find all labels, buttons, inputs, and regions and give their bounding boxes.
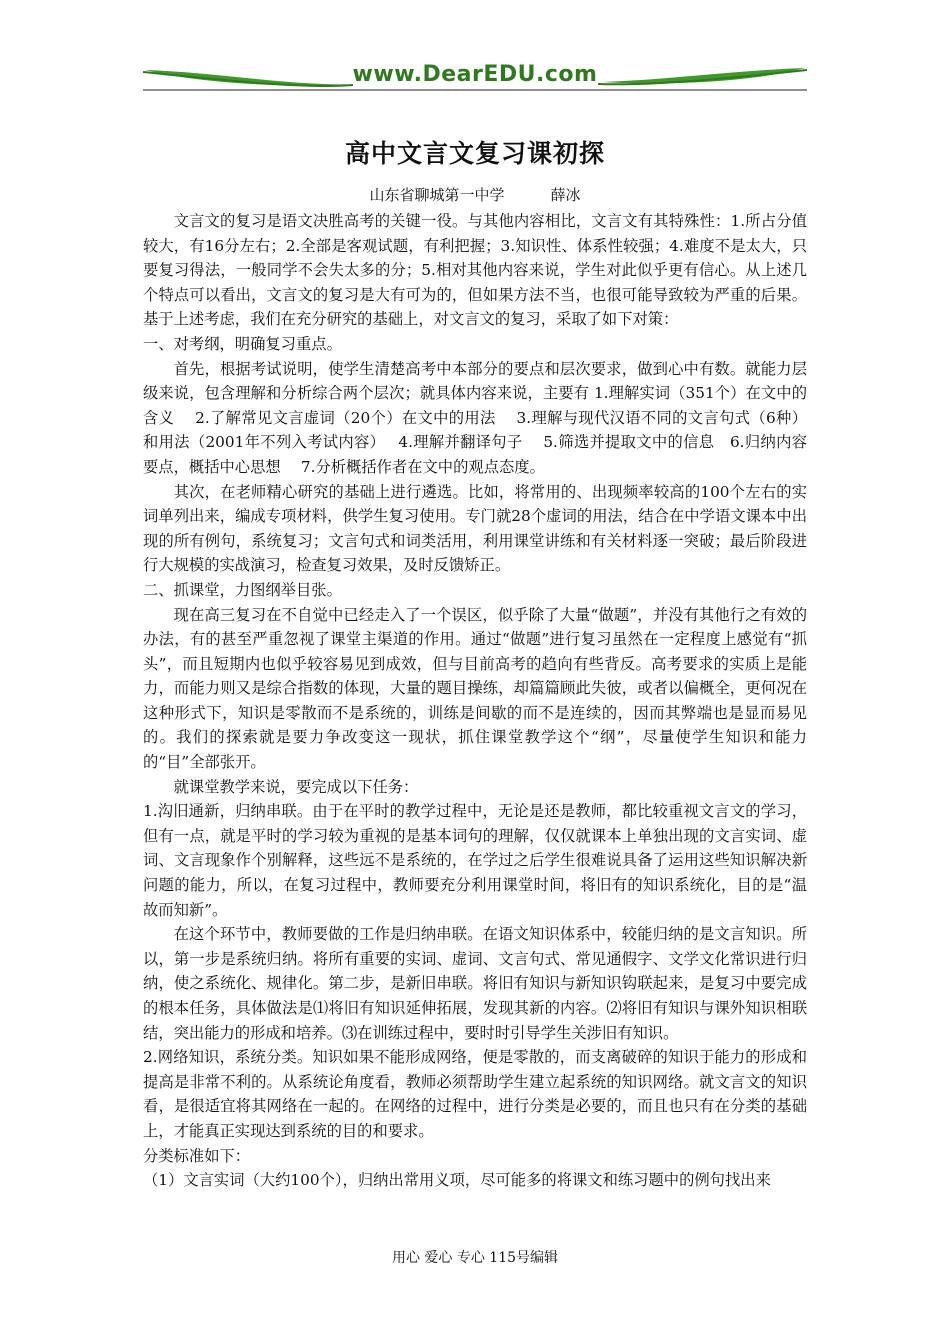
author-school: 山东省聊城第一中学 <box>369 186 505 204</box>
paragraph: 分类标准如下： <box>143 1146 251 1165</box>
paragraph: 就课堂教学来说，要完成以下任务： <box>173 777 419 796</box>
paragraph-list <box>143 209 807 1193</box>
paragraph: 在这个环节中，教师要做的工作是归纳串联。在语文知识体系中，较能归纳的是文言知识。所以，第一步是系统归纳。将所有重要的实词、虚词、文言句式、常见通假字、文学文化常识进行归纳，使之系统化、规律化。第二步，是新旧串联。将旧有知识与新知识钩联起来，是复习中要完成的根本任务，具体做法是⑴将旧有知识延伸拓展，发现其新的内容。⑵将旧有知识与课外知识相联结，突出能力的形成和培养。⑶在训练过程中，要时时引导学生关涉旧有知识。 <box>143 925 807 1042</box>
paragraph: 2.网络知识，系统分类。知识如果不能形成网络，便是零散的，而支离破碎的知识于能力的形成和提高是非常不利的。从系统论角度看，教师必须帮助学生建立起系统的知识网络。就文言文的知识看，是很适宜将其网络在一起的。在网络的过程中，进行分类是必要的，而且也只有在分类的基础上，才能真正实现达到系统的目的和要求。 <box>143 1048 807 1140</box>
page-footer: 用心 爱心 专心 115号编辑 <box>391 1250 559 1266</box>
author-name: 薛冰 <box>550 186 581 204</box>
paragraph: 二、抓课堂，力图纲举目张。 <box>143 580 342 599</box>
paragraph: （1）文言实词（大约100个），归纳出常用义项，尽可能多的将课文和练习题中的例句找出来 <box>143 1171 771 1190</box>
document-body <box>143 124 807 1193</box>
paragraph: 文言文的复习是语文决胜高考的关键一役。与其他内容相比，文言文有其特殊性：1.所占分值较大，有16分左右；2.全部是客观试题，有利把握；3.知识性、体系性较强；4.难度不是太大，只要复习得法，一般同学不会失太多的分；5.相对其他内容来说，学生对此似乎更有信心。从上述几个特点可以看出，文言文的复习是大有可为的，但如果方法不当，也很可能导致较为严重的后果。基于上述考虑，我们在充分研究的基础上，对文言文的复习，采取了如下对策： <box>143 212 807 329</box>
site-header <box>143 58 807 94</box>
paragraph: 1.沟旧通新，归纳串联。由于在平时的教学过程中，无论是还是教师，都比较重视文言文的学习，但有一点，就是平时的学习较为重视的是基本词句的理解，仅仅就课本上单独出现的文言实词、虚词、文言现象作个别解释，这些远不是系统的，在学过之后学生很难说具备了运用这些知识解决新问题的能力，所以，在复习过程中，教师要充分利用课堂时间，将旧有的知识系统化，目的是“温故而知新”。 <box>143 802 807 919</box>
site-logo-text[interactable]: www.DearEDU.com <box>352 62 598 87</box>
paragraph: 首先，根据考试说明，使学生清楚高考中本部分的要点和层次要求，做到心中有数。就能力层级来说，包含理解和分析综合两个层次；就具体内容来说，主要有 1.理解实词（351个）在文中的含义 2.了解常见文言虚词（20个）在文中的用法 3.理解与现代汉语不同的文言句式（6种）和用法（2001年不列入考试内容） 4.理解并翻译句子 5.筛选并提取文中的信息 6.归纳内容要点，概括中心思想 7.分析概括作者在文中的观点态度。 <box>143 359 807 476</box>
author-line <box>143 184 807 205</box>
paragraph: 现在高三复习在不自觉中已经走入了一个误区，似乎除了大量“做题”，并没有其他行之有效的办法，有的甚至严重忽视了课堂主渠道的作用。通过“做题”进行复习虽然在一定程度上感觉有“抓头”，而且短期内也似乎较容易见到成效，但与目前高考的趋向有些背反。高考要求的实质上是能力，而能力则又是综合指数的体现，大量的题目操练，却篇篇顾此失彼，或者以偏概全，更何况在这种形式下，知识是零散而不是系统的，训练是间歇的而不是连续的，因而其弊端也是显而易见的。我们的探索就是要力争改变这一现状，抓住课堂教学这个“纲”，尽量使学生知识和能力的“目”全部张开。 <box>143 605 807 772</box>
paragraph: 其次，在老师精心研究的基础上进行遴选。比如，将常用的、出现频率较高的100个左右的实词单列出来，编成专项材料，供学生复习使用。专门就28个虚词的用法，结合在中学语文课本中出现的所有例句，系统复习；文言句式和词类活用，利用课堂讲练和有关材料逐一突破；最后阶段进行大规模的实战演习，检查复习效果，及时反馈矫正。 <box>143 482 807 575</box>
document-title: 高中文言文复习课初探 <box>344 139 605 168</box>
paragraph: 一、对考纲，明确复习重点。 <box>143 334 342 353</box>
